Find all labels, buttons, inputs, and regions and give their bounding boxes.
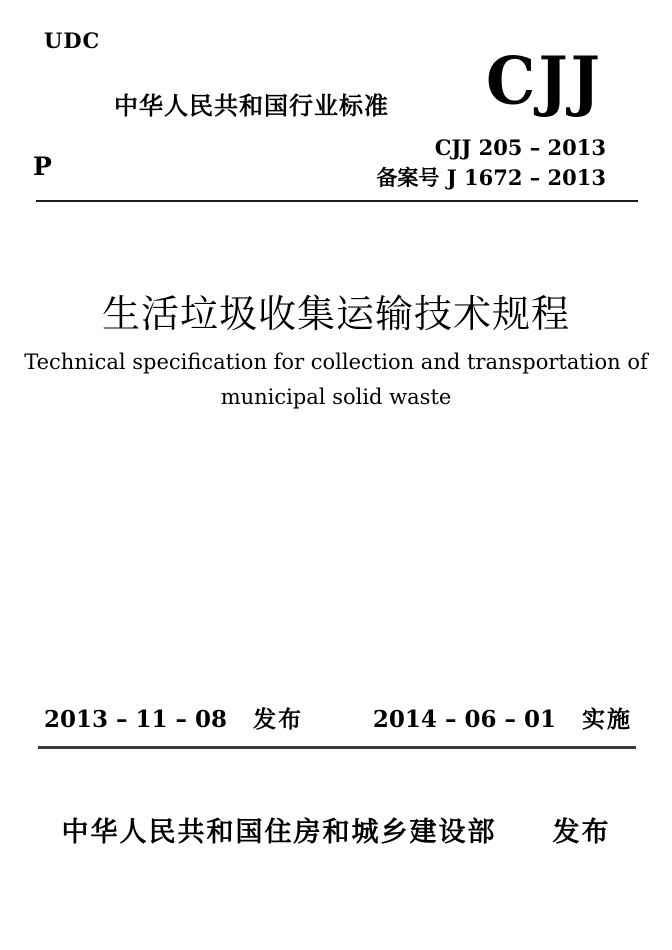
title-english-line1: Technical specification for collection and transportation of [24, 350, 648, 374]
footer-rule [38, 746, 636, 749]
title-chinese: 生活垃圾收集运输技术规程 [101, 292, 570, 336]
implement-date: 2014 – 06 – 01 [372, 706, 556, 733]
standard-type-label: 中华人民共和国行业标准 [114, 92, 389, 120]
implement-date-group [373, 701, 632, 734]
publisher-name: 中华人民共和国住房和城乡建设部 [61, 817, 497, 848]
standard-number: CJJ 205 – 2013 [434, 135, 606, 160]
udc-label: UDC [44, 28, 101, 53]
cjj-logo: CJJ [486, 42, 604, 120]
issue-date-group [44, 701, 303, 734]
publisher-row [0, 810, 672, 849]
classification-code: P [33, 152, 52, 181]
title-english-line2: municipal solid waste [220, 385, 452, 409]
header-rule [36, 200, 638, 202]
issue-label: 发布 [253, 707, 304, 733]
record-number: 备案号 J 1672 – 2013 [376, 165, 606, 190]
dates-row [44, 701, 632, 734]
publish-label: 发布 [552, 817, 611, 848]
issue-date: 2013 – 11 – 08 [44, 706, 228, 733]
implement-label: 实施 [582, 707, 632, 733]
